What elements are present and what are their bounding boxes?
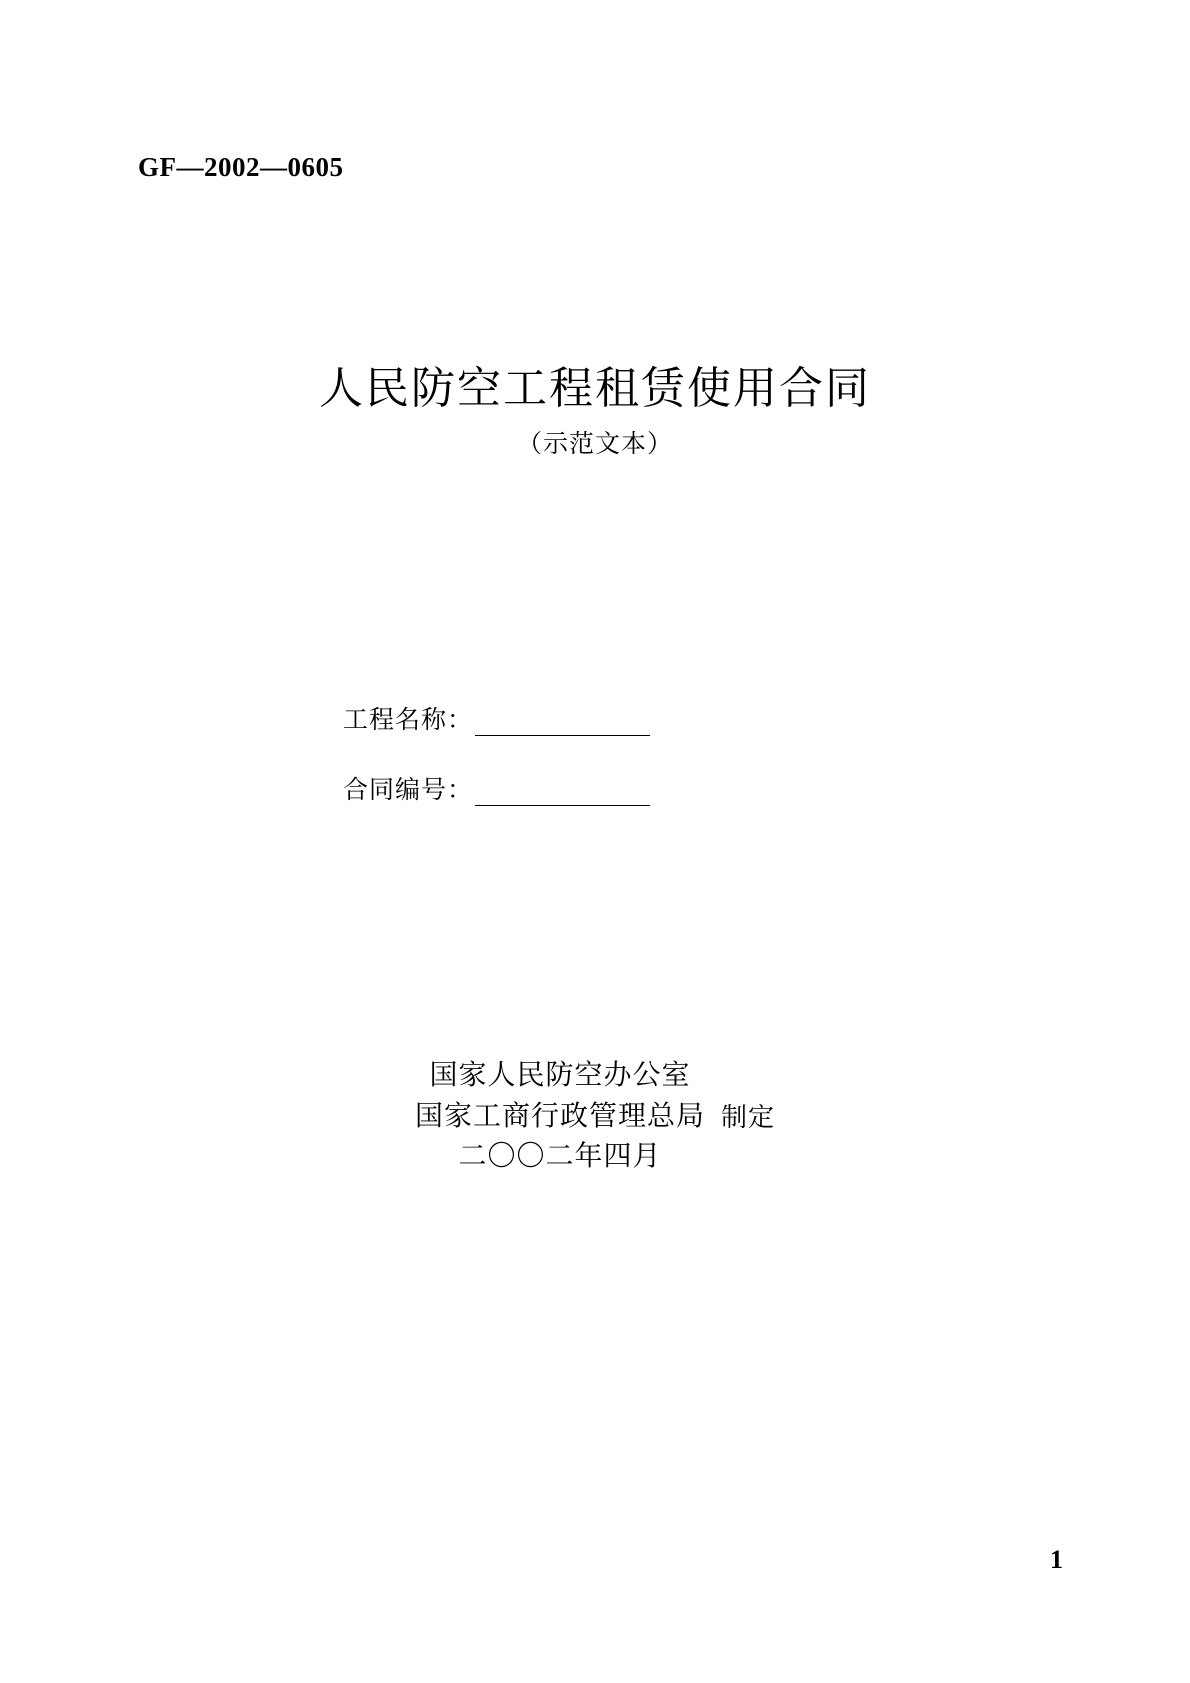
issuer-block: [0, 1055, 1190, 1177]
page-subtitle: （示范文本）: [516, 430, 673, 458]
page-title: 人民防空工程租赁使用合同: [319, 364, 871, 413]
issuer-organizations: [415, 1055, 705, 1177]
page-number: 1: [1050, 1545, 1063, 1574]
issuer-date: 二〇〇二年四月: [458, 1140, 662, 1172]
field-project-name-label: 工程名称：: [343, 706, 474, 734]
field-contract-number-label: 合同编号：: [343, 776, 474, 804]
form-fields: [343, 700, 863, 840]
field-project-name: [343, 700, 863, 736]
field-project-name-input[interactable]: [475, 709, 650, 736]
issuer-line-2: 国家工商行政管理总局: [414, 1099, 705, 1131]
field-contract-number: [343, 770, 863, 806]
field-contract-number-input[interactable]: [475, 779, 650, 806]
issuer-line-1: 国家人民防空办公室: [429, 1059, 691, 1090]
issuer-suffix: 制定: [721, 1102, 776, 1132]
document-code: GF—2002—0605: [138, 152, 344, 182]
